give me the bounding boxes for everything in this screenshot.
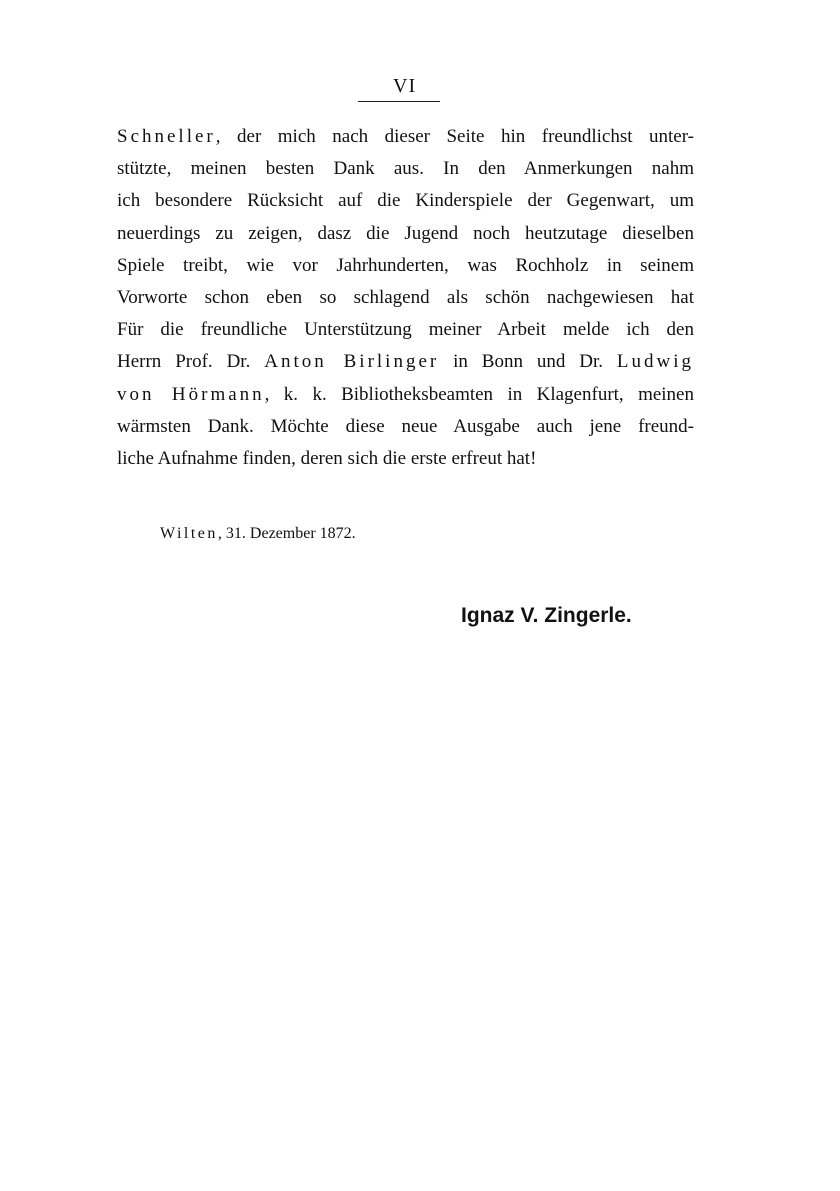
page-number: VI xyxy=(393,75,417,97)
author-signature: Ignaz V. Zingerle. xyxy=(461,604,632,627)
text-segment: liche Aufnahme finden, deren sich die erste erfreut hat! xyxy=(117,447,537,469)
text-segment: Spiele treibt, wie vor Jahrhunderten, was Rochholz in seinem xyxy=(117,254,694,276)
spaced-name: Schneller xyxy=(117,126,216,147)
text-line xyxy=(117,121,694,153)
dateline xyxy=(160,524,356,544)
text-segment: Für die freundliche Unterstützung meiner Arbeit melde ich den xyxy=(117,319,694,341)
text-line xyxy=(117,250,694,282)
text-segment: , k. k. Bibliotheksbeamten in Klagenfurt, meinen xyxy=(264,383,694,405)
text-line xyxy=(117,346,694,378)
text-segment: Herrn Prof. Dr. xyxy=(117,351,265,373)
text-line xyxy=(117,153,694,185)
preface-body-text xyxy=(117,121,694,475)
text-line xyxy=(117,443,694,475)
text-segment: Vorworte schon eben so schlagend als schön nachgewiesen hat xyxy=(117,286,694,308)
page-number-rule xyxy=(358,101,440,102)
text-segment: ich besondere Rücksicht auf die Kinderspiele der Gegenwart, um xyxy=(117,190,694,212)
text-line xyxy=(117,379,694,411)
text-segment: in Bonn und Dr. xyxy=(439,351,617,373)
spaced-name: von Hörmann xyxy=(117,383,265,405)
dateline-place: Wilten xyxy=(160,525,218,542)
text-segment: , der mich nach dieser Seite hin freundlichst unter- xyxy=(215,126,694,147)
text-segment: stützte, meinen besten Dank aus. In den Anmerkungen nahm xyxy=(117,158,694,180)
text-line xyxy=(117,314,694,346)
text-line xyxy=(117,185,694,217)
text-line xyxy=(117,411,694,443)
text-line xyxy=(117,218,694,250)
text-segment: wärmsten Dank. Möchte diese neue Ausgabe auch jene freund- xyxy=(117,415,694,437)
spaced-name: Ludwig xyxy=(616,351,695,373)
text-segment: neuerdings zu zeigen, dasz die Jugend noch heutzutage dieselben xyxy=(117,222,694,244)
spaced-name: Anton Birlinger xyxy=(264,351,440,373)
dateline-date: , 31. Dezember 1872. xyxy=(217,525,356,542)
text-line xyxy=(117,282,694,314)
